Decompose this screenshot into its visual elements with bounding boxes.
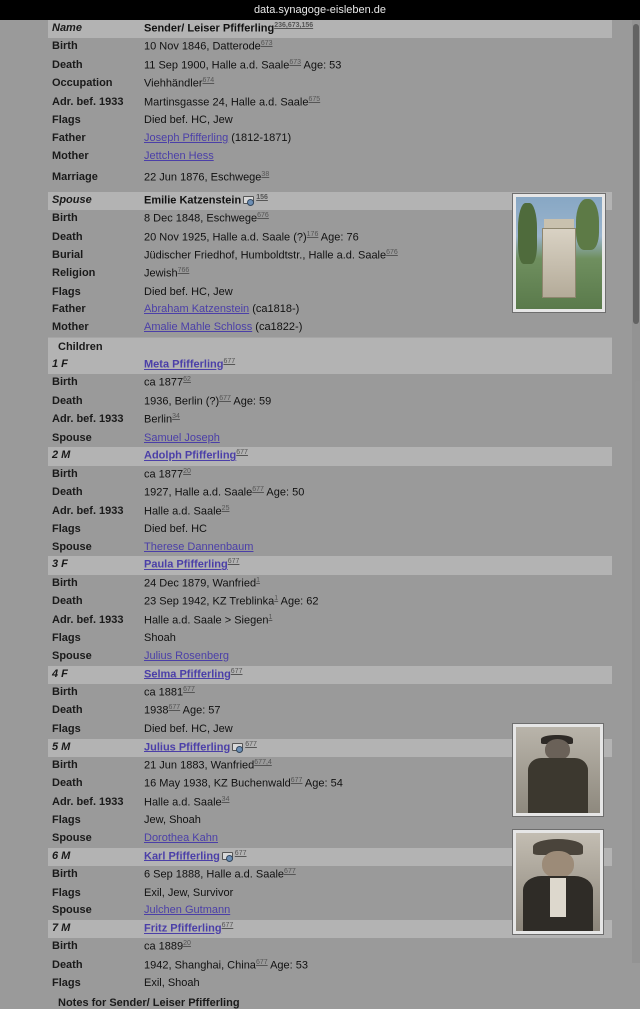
child-5-photo[interactable] [513,724,603,816]
photo-icon[interactable] [243,196,254,204]
person-occupation-value [140,75,612,93]
child-detail-text: 1927, Halle a.d. Saale [144,486,253,499]
child-name-value [140,556,612,574]
child-detail-ref[interactable]: 677 [255,958,268,966]
person-marriage-ref[interactable]: 38 [261,171,270,179]
child-detail-row [48,539,612,557]
child-detail-label: Flags [48,812,140,830]
father-dates: (1812-1871) [231,131,292,144]
person-mother-row [48,148,612,166]
spouse-label: Spouse [48,192,140,210]
child-index: 6 M [48,848,140,866]
vertical-scrollbar[interactable] [632,20,640,963]
child-detail-text: ca 1877 [144,377,184,390]
child-name-ref[interactable]: 677 [223,357,236,365]
person-flags-value: Died bef. HC, Jew [140,112,612,130]
child-detail-row [48,466,612,484]
person-name-text: Sender/ Leiser Pfifferling [144,22,275,35]
spouse-burial-ref[interactable]: 676 [386,248,398,256]
children-section-header: Children [48,337,612,356]
person-birth-value [140,38,612,56]
child-detail-label: Adr. bef. 1933 [48,503,140,521]
spouse-name-text: Emilie Katzenstein [144,194,242,207]
person-occupation-text: Viehhändler [144,77,203,90]
child-detail-text: Berlin [144,413,173,426]
child-detail-text: 6 Sep 1888, Halle a.d. Saale [144,868,285,881]
spouse-death-age: Age: 76 [320,231,359,244]
soldier-photo-image [516,727,600,813]
child-name-ref[interactable]: 677 [236,449,248,457]
child-block [48,556,612,665]
person-death-row [48,57,612,75]
child-detail-value [140,684,612,702]
child-detail-ref[interactable]: 1 [274,595,279,603]
child-detail-ref[interactable]: 25 [221,504,230,512]
child-name-link[interactable]: Selma Pfifferling [144,668,231,681]
photo-icon[interactable] [222,852,233,860]
child-index: 7 M [48,920,140,938]
child-detail-value [140,484,612,502]
child-detail-label: Death [48,775,140,793]
child-detail-text: ca 1889 [144,941,184,954]
occupation-label: Occupation [48,75,140,93]
child-detail-text: 1942, Shanghai, China [144,959,256,972]
child-detail-ref[interactable]: 20 [183,940,191,948]
child-index: 3 F [48,556,140,574]
child-detail-value [140,575,612,593]
child-detail-ref[interactable]: 677 [290,777,303,785]
child-detail-text: 16 May 1938, KZ Buchenwald [144,778,291,791]
child-index: 5 M [48,739,140,757]
child-detail-text: 23 Sep 1942, KZ Treblinka [144,595,275,608]
spouse-mother-dates: (ca1822-) [255,321,303,334]
child-name-ref[interactable]: 677 [221,922,234,929]
person-father-row [48,130,612,148]
man-photo-image [516,833,600,931]
child-detail-row [48,612,612,630]
child-detail-row [48,938,612,956]
child-detail-text: 1936, Berlin (?) [144,395,220,408]
child-spouse-link[interactable]: Julchen Gutmann [144,904,231,917]
child-detail-label: Birth [48,866,140,884]
child-detail-label: Flags [48,721,140,739]
child-detail-extra: Age: 54 [304,778,343,791]
child-detail-label: Death [48,484,140,502]
child-spouse-link[interactable]: Therese Dannenbaum [144,540,254,553]
child-detail-label: Flags [48,521,140,539]
child-detail-ref[interactable]: 677 [219,394,231,402]
child-detail-value [140,521,612,539]
child-detail-label: Adr. bef. 1933 [48,612,140,630]
child-detail-ref[interactable]: 677 [284,868,296,876]
child-detail-label: Death [48,702,140,720]
child-detail-text: ca 1881 [144,686,184,699]
spouse-father-dates: (ca1818-) [252,303,300,316]
child-detail-ref[interactable]: 1 [256,576,261,584]
child-detail-row [48,702,612,720]
child-detail-label: Spouse [48,430,140,448]
address-label: Adr. bef. 1933 [48,94,140,112]
child-detail-text: ca 1877 [144,468,184,481]
child-detail-row [48,374,612,392]
child-detail-value [140,648,612,666]
spouse-father-link[interactable]: Abraham Katzenstein [144,303,250,316]
spouse-mother-value [140,319,612,337]
child-detail-label: Flags [48,630,140,648]
person-birth-row [48,38,612,56]
spouse-mother-link[interactable]: Amalie Mahle Schloss [144,321,253,334]
person-death-text: 11 Sep 1900, Halle a.d. Saale [144,59,290,72]
child-detail-text: Halle a.d. Saale [144,796,222,809]
father-link[interactable]: Joseph Pfifferling [144,131,229,144]
child-name-row [48,356,612,374]
child-name-ref[interactable]: 677 [234,849,247,857]
person-flags-row [48,112,612,130]
child-detail-row [48,393,612,411]
person-name-row [48,20,612,38]
child-detail-ref[interactable]: 34 [221,795,230,803]
child-detail-text: 1938 [144,705,169,718]
child-detail-label: Death [48,593,140,611]
child-name-link[interactable]: Adolph Pfifferling [144,450,237,462]
child-detail-label: Spouse [48,830,140,848]
child-detail-row [48,575,612,593]
person-occupation-row [48,75,612,93]
father-label: Father [48,130,140,148]
child-detail-ref[interactable]: 20 [183,467,191,475]
spouse-mother-row [48,319,612,337]
person-birth-text: 10 Nov 1846, Datterode [144,41,261,54]
child-detail-text: 21 Jun 1883, Wanfried [144,759,255,772]
death-label: Death [48,57,140,75]
child-detail-label: Birth [48,374,140,392]
child-detail-text: Exil, Shoah [144,977,200,990]
child-detail-ref[interactable]: 1 [268,613,273,621]
gravestone-photo-image [516,197,602,309]
child-6-photo[interactable] [513,830,603,934]
child-name-ref[interactable]: 677 [245,740,257,748]
spouse-birth-ref[interactable]: 676 [257,212,269,220]
child-detail-text: Died bef. HC, Jew [144,722,233,735]
child-name-value [140,666,612,684]
child-name-ref[interactable]: 677 [227,558,240,566]
child-name-link[interactable]: Meta Pfifferling [144,358,224,371]
browser-url-bar[interactable] [0,0,640,20]
child-detail-value [140,975,612,993]
child-name-link[interactable]: Paula Pfifferling [144,559,228,572]
child-detail-label: Flags [48,975,140,993]
person-mother-value [140,148,612,166]
child-detail-label: Adr. bef. 1933 [48,411,140,429]
child-detail-row [48,411,612,429]
child-detail-label: Death [48,393,140,411]
child-name-link[interactable]: Fritz Pfifferling [144,922,222,935]
child-detail-extra: Age: 50 [266,486,305,499]
child-detail-value [140,957,612,975]
child-detail-value [140,630,612,648]
child-spouse-link[interactable]: Samuel Joseph [144,431,220,444]
child-detail-text: Died bef. HC [144,522,207,535]
page-left-margin [0,20,48,963]
notes-heading-cut: Notes for Sender/ Leiser Pfifferling [48,993,612,1009]
spouse-flags-label: Flags [48,284,140,302]
person-marriage-row [48,169,612,187]
burial-label: Burial [48,247,140,265]
spouse-death-label: Death [48,229,140,247]
photo-icon[interactable] [232,743,243,751]
child-detail-label: Adr. bef. 1933 [48,794,140,812]
child-detail-value [140,466,612,484]
child-block [48,356,612,447]
child-detail-row [48,521,612,539]
spouse-death-ref[interactable]: 176 [306,230,319,238]
child-detail-row [48,593,612,611]
child-detail-extra: Age: 57 [182,705,221,718]
child-detail-value [140,374,612,392]
child-name-link[interactable]: Julius Pfifferling [144,741,231,754]
child-detail-label: Death [48,957,140,975]
child-detail-ref[interactable]: 62 [183,376,191,384]
child-detail-row [48,684,612,702]
spouse-birth-text: 8 Dec 1848, Eschwege [144,212,258,225]
person-address-row [48,94,612,112]
child-name-ref[interactable]: 677 [230,667,243,675]
child-detail-value [140,702,612,720]
person-death-ref[interactable]: 673 [289,58,302,66]
child-detail-ref[interactable]: 677,4 [254,758,272,766]
child-detail-label: Spouse [48,648,140,666]
child-detail-label: Flags [48,885,140,903]
spouse-mother-label: Mother [48,319,140,337]
child-name-row [48,666,612,684]
mother-label: Mother [48,148,140,166]
child-detail-row [48,648,612,666]
child-name-row [48,556,612,574]
child-name-value [140,356,612,374]
url-text: data.synagoge-eisleben.de [253,4,387,16]
child-detail-text: Shoah [144,632,176,645]
child-detail-value [140,938,612,956]
scrollbar-thumb[interactable] [633,24,639,324]
child-name-row [48,447,612,465]
child-detail-label: Birth [48,757,140,775]
spouse-religion-text: Jewish [144,267,178,280]
person-address-text: Martinsgasse 24, Halle a.d. Saale [144,96,309,109]
child-detail-label: Birth [48,466,140,484]
spouse-religion-ref[interactable]: 766 [177,267,190,275]
spouse-death-text: 20 Nov 1925, Halle a.d. Saale (?) [144,231,307,244]
spouse-father-label: Father [48,301,140,319]
child-detail-row [48,957,612,975]
spouse-name-ref[interactable]: 156 [256,193,268,201]
child-detail-value [140,593,612,611]
spouse-burial-text: Jüdischer Friedhof, Humboldtstr., Halle a.d. Saale [144,249,387,262]
person-name-refs[interactable]: 236,673,156 [274,22,314,29]
religion-label: Religion [48,265,140,283]
spouse-birth-label: Birth [48,210,140,228]
person-birth-ref[interactable]: 673 [260,40,273,48]
child-detail-label: Birth [48,575,140,593]
child-detail-label: Birth [48,938,140,956]
child-block [48,447,612,556]
spouse-flags-value: Died bef. HC, Jew [140,284,612,302]
child-detail-ref[interactable]: 34 [172,413,180,421]
person-address-ref[interactable]: 675 [308,95,321,103]
child-detail-row [48,630,612,648]
child-index: 4 F [48,666,140,684]
child-spouse-link[interactable]: Julius Rosenberg [144,649,229,662]
person-name-value [140,20,612,38]
page-scroll-area[interactable] [0,20,640,1009]
person-occupation-ref[interactable]: 674 [202,77,215,85]
child-spouse-link[interactable]: Dorothea Kahn [144,831,218,844]
child-detail-label: Spouse [48,539,140,557]
person-marriage-text: 22 Jun 1876, Eschwege [144,171,262,184]
child-detail-text: Exil, Jew, Survivor [144,886,234,899]
child-detail-value [140,503,612,521]
child-detail-extra: Age: 59 [233,395,272,408]
child-detail-value [140,393,612,411]
mother-link[interactable]: Jettchen Hess [144,149,214,162]
child-detail-text: Halle a.d. Saale [144,505,222,518]
child-detail-text: 24 Dec 1879, Wanfried [144,577,257,590]
child-detail-extra: Age: 53 [270,959,308,972]
child-detail-value [140,539,612,557]
child-detail-ref[interactable]: 677 [252,486,264,494]
child-detail-label: Birth [48,684,140,702]
person-marriage-value [140,169,612,187]
child-name-value [140,447,612,465]
child-index: 1 F [48,356,140,374]
child-detail-text: Halle a.d. Saale > Siegen [144,614,269,627]
child-detail-row [48,484,612,502]
marriage-label: Marriage [48,169,140,187]
child-detail-extra: Age: 62 [280,595,319,608]
child-detail-ref[interactable]: 677 [168,704,181,712]
child-name-link[interactable]: Karl Pfifferling [144,850,220,863]
flags-label: Flags [48,112,140,130]
person-death-value [140,57,612,75]
child-detail-value [140,430,612,448]
person-death-age: Age: 53 [303,59,342,72]
child-detail-value [140,411,612,429]
child-detail-row [48,975,612,993]
child-detail-row [48,503,612,521]
child-detail-row [48,430,612,448]
child-detail-text: Jew, Shoah [144,814,201,827]
child-detail-value [140,612,612,630]
person-name-label: Name [48,20,140,38]
child-detail-ref[interactable]: 677 [183,686,195,693]
person-address-value [140,94,612,112]
spouse-photo[interactable] [513,194,605,312]
person-father-value [140,130,612,148]
child-detail-label: Spouse [48,902,140,920]
child-index: 2 M [48,447,140,465]
birth-label: Birth [48,38,140,56]
